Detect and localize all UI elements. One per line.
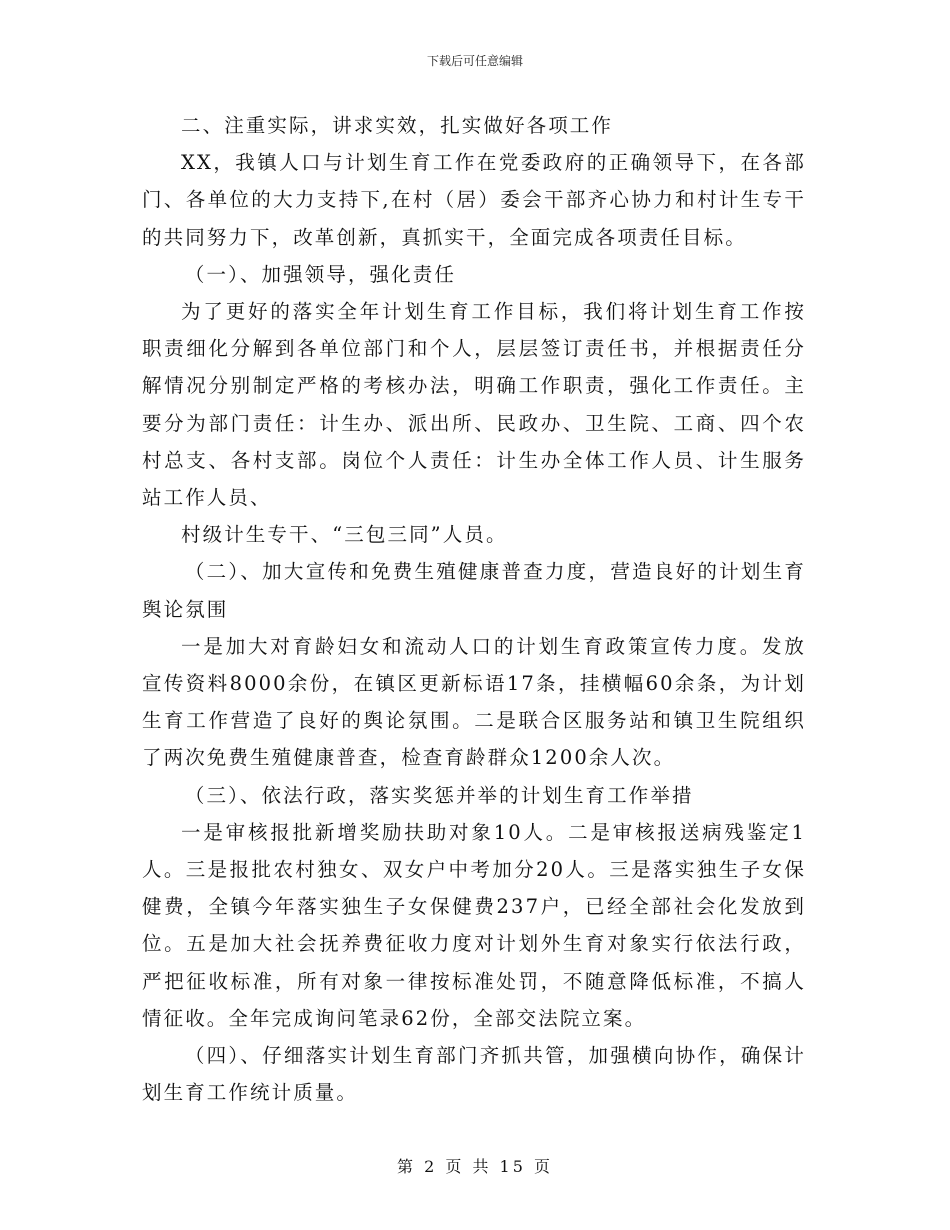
subsection-heading-4: （四）、仔细落实计划生育部门齐抓共管，加强横向协作，确保计划生育工作统计质量。 [142, 1044, 806, 1105]
body-paragraph: XX，我镇人口与计划生育工作在党委政府的正确领导下，在各部门、各单位的大力支持下,在村（居）委会干部齐心协力和村计生专干的共同努力下，改革创新，真抓实干，全面完成各项责任目标。 [142, 151, 806, 249]
section-heading-2: 二、注重实际，讲求实效，扎实做好各项工作 [181, 114, 614, 137]
body-paragraph: 一是加大对育龄妇女和流动人口的计划生育政策宣传力度。发放宣传资料8000余份，在镇区更新标语17条，挂横幅60余条，为计划生育工作营造了良好的舆论氛围。二是联合区服务站和镇卫生院组织了两次免费生殖健康普查，检查育龄群众1200余人次。 [142, 634, 806, 770]
body-paragraph: 一是审核报批新增奖励扶助对象10人。二是审核报送病残鉴定1人。三是报批农村独女、双女户中考加分20人。三是落实独生子女保健费，全镇今年落实独生子女保健费237户，已经全部社会化发放到位。五是加大社会抚养费征收力度对计划外生育对象实行依法行政，严把征收标准，所有对象一律按标准处罚，不随意降低标准，不搞人情征收。全年完成询问笔录62份，全部交法院立案。 [142, 820, 806, 1030]
subsection-heading-1: （一）、加强领导，强化责任 [184, 262, 456, 286]
subsection-heading-3: （三）、依法行政，落实奖惩并举的计划生育工作举措 [184, 783, 694, 807]
subsection-heading-2: （二）、加大宣传和免费生殖健康普查力度，营造良好的计划生育舆论氛围 [142, 560, 806, 621]
body-paragraph: 村级计生专干、“三包三同”人员。 [181, 523, 508, 547]
page-header-note: 下载后可任意编辑 [426, 54, 523, 68]
page-number: 第 2 页 共 15 页 [397, 1157, 553, 1176]
document-body [142, 107, 806, 1111]
body-paragraph: 为了更好的落实全年计划生育工作目标，我们将计划生育工作按职责细化分解到各单位部门和个人，层层签订责任书，并根据责任分解情况分别制定严格的考核办法，明确工作职责，强化工作责任。主要分为部门责任：计生办、派出所、民政办、卫生院、工商、四个农村总支、各村支部。岗位个人责任：计生办全体工作人员、计生服务站工作人员、 [142, 300, 806, 510]
